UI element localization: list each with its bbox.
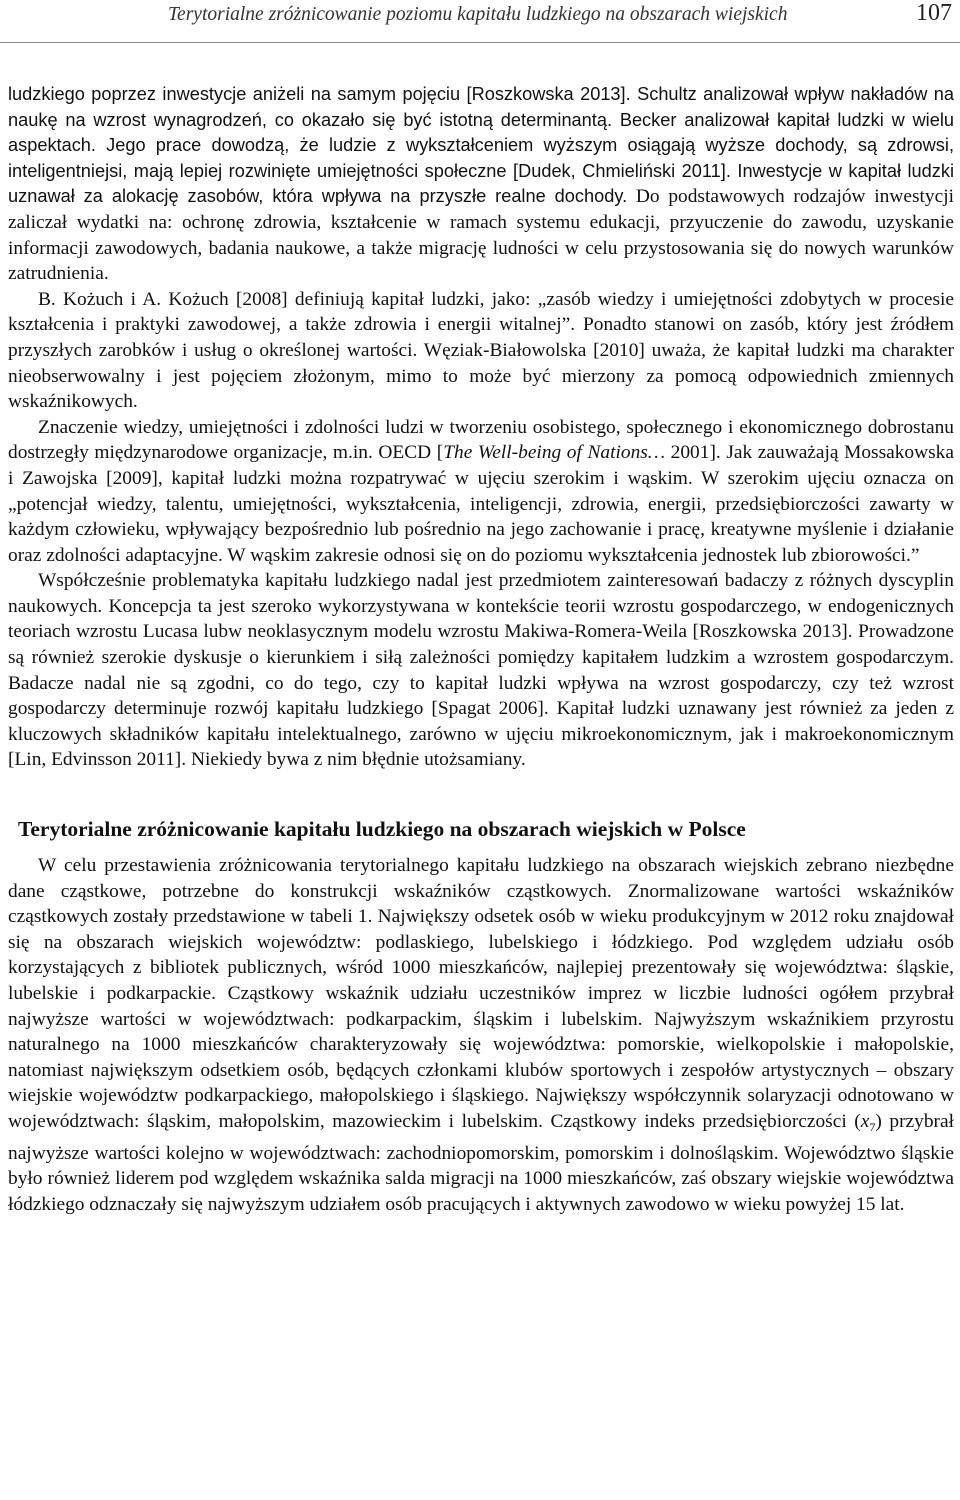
paragraph-1 <box>8 82 954 287</box>
paragraph-3 <box>8 415 954 569</box>
paragraph-3-part1: Znaczenie wiedzy, umiejętności i zdolności ludzi w tworzeniu osobistego, społecznego i ekonomicznego dobrostanu dostrzegły międzynarodowe organizacje, m.in. OECD [ <box>8 416 954 464</box>
section-heading: Terytorialne zróżnicowanie kapitału ludzkiego na obszarach wiejskich w Polsce <box>18 817 746 842</box>
header-rule <box>0 42 960 43</box>
paragraph-1-sans-part: ludzkiego poprzez inwestycje aniżeli na samym pojęciu [Roszkowska 2013]. Schultz analizował wpływ nakładów na naukę na wzrost wynagrodzeń, co okazało się być istotną determinantą. Becker analizował kapitał ludzki w wielu aspektach. Jego prace dowodzą, że ludzie z wykształceniem wyższym osiągają wyższe dochody, są zdrowsi, inteligentniejsi, mają lepiej rozwinięte umiejętności społeczne [Dudek, Chmieliński 2011]. Inwestycje w kapitał ludzki uznawał za alokację zasobów, która wpływa na przyszłe realne dochody. <box>8 84 954 207</box>
paragraph-1-serif-part: Do podstawowych rodzajów inwestycji zaliczał wydatki na: ochronę zdrowia, kształcenie w ramach systemu edukacji, przyuczenie do zawodu, uzyskanie informacji zawodowych, badania naukowe, a także migrację ludności w celu przystosowania się do nowych warunków zatrudnienia. <box>8 186 954 285</box>
paragraph-5 <box>8 853 954 1217</box>
paragraph-4: Współcześnie problematyka kapitału ludzkiego nadal jest przedmiotem zainteresowań badaczy z różnych dyscyplin naukowych. Koncepcja ta jest szeroko wykorzystywana w kontekście teorii wzrostu gospodarczego, w endogenicznych teoriach wzrostu Lucasa lubw neoklasycznym modelu wzrostu Makiwa-Romera-Weila [Roszkowska 2013]. Prowadzone są również szerokie dyskusje o kierunkiem i siłą zależności pomiędzy kapitałem ludzkim a wzrostem gospodarczym. Badacze nadal nie są zgodni, co do tego, czy to kapitał ludzki wpływa na wzrost gospodarczy, czy też wzrost gospodarczy determinuje rozwój kapitału ludzkiego [Spagat 2006]. Kapitał ludzki uznawany jest również za jeden z kluczowych składników kapitału intelektualnego, zarówno w ujęciu mikroekonomicznym, jak i makroekonomicznym [Lin, Edvinsson 2011]. Niekiedy bywa z nim błędnie utożsamiany. <box>8 570 954 771</box>
body-text <box>8 82 954 1217</box>
paragraph-5-part2: ) przybrał najwyższe wartości kolejno w województwach: zachodniopomorskim, pomorskim i dolnośląskim. Województwo śląskie było również liderem pod względem wskaźnika salda migracji na 1000 mieszkańców, zaś obszary wiejskie województwa łódzkiego odznaczały się najwyższym udziałem osób pracujących i aktywnych zawodowo w wieku powyżej 15 lat. <box>8 1110 955 1215</box>
paragraph-5-part1: W celu przestawienia zróżnicowania terytorialnego kapitału ludzkiego na obszarach wiejskich zebrano niezbędne dane cząstkowe, potrzebne do konstrukcji wskaźników cząstkowych. Znormalizowane wartości wskaźników cząstkowych zostały przedstawione w tabeli 1. Największy odsetek osób w wieku produkcyjnym w 2012 roku znajdował się na obszarach wiejskich województw: podlaskiego, lubelskiego i łódzkiego. Pod względem udziału osób korzystających z bibliotek publicznych, wśród 1000 mieszkańców, najlepiej prezentowały się województwa: śląskie, lubelskie i podkarpackie. Cząstkowy wskaźnik udziału uczestników imprez w liczbie ludności ogółem przybrał najwyższe wartości w województwach: podkarpackim, śląskim i lubelskim. Najwyższym wskaźnikiem przyrostu naturalnego na 1000 mieszkańców charakteryzowały się województwa: pomorskie, wielkopolskie i małopolskie, natomiast największym odsetkiem osób, będących członkami klubów sportowych i zespołów artystycznych – obszary wiejskie województw podkarpackiego, małopolskiego i śląskiego. Największy współczynnik solaryzacji odnotowano w województwach: śląskim, małopolskim, mazowieckim i lubelskim. Cząstkowy indeks przedsiębiorczości ( <box>8 855 954 1132</box>
paragraph-3-italic-title: The Well-being of Nations… <box>443 442 666 464</box>
paragraph-5-subscript: 7 <box>869 1119 876 1134</box>
paragraph-5-variable: x <box>860 1110 870 1132</box>
paragraph-2: B. Kożuch i A. Kożuch [2008] definiują kapitał ludzki, jako: „zasób wiedzy i umiejętności zdobytych w procesie kształcenia i praktyki zawodowej, a także zdrowia i energii witalnej”. Ponadto stanowi on zasób, który jest źródłem przyszłych zarobków i usług o określonej wartości. Węziak-Białowolska [2010] uważa, że kapitał ludzki ma charakter nieobserwowalny i jest pojęciem złożonym, mimo to może być mierzony za pomocą odpowiednich zmiennych wskaźnikowych. <box>8 288 954 413</box>
running-title: Terytorialne zróżnicowanie poziomu kapitału ludzkiego na obszarach wiejskich <box>168 4 788 25</box>
page-header <box>0 0 960 40</box>
paragraph-3-part2: 2001]. Jak zauważają Mossakowska i Zawojska [2009], kapitał ludzki można rozpatrywać w ujęciu szerokim i wąskim. W szerokim ujęciu oznacza on „potencjał wiedzy, talentu, umiejętności, wykształcenia, inteligencji, zdrowia, energii, przedsiębiorczości zawarty w każdym człowieku, wpływający bezpośrednio lub pośrednio na jego zachowanie i pracę, kreatywne myślenie i działanie oraz zdolności adaptacyjne. W wąskim zakresie odnosi się on do poziomu wykształcenia jednostek lub zbiorowości.” <box>8 442 954 566</box>
page-number: 107 <box>916 0 952 26</box>
